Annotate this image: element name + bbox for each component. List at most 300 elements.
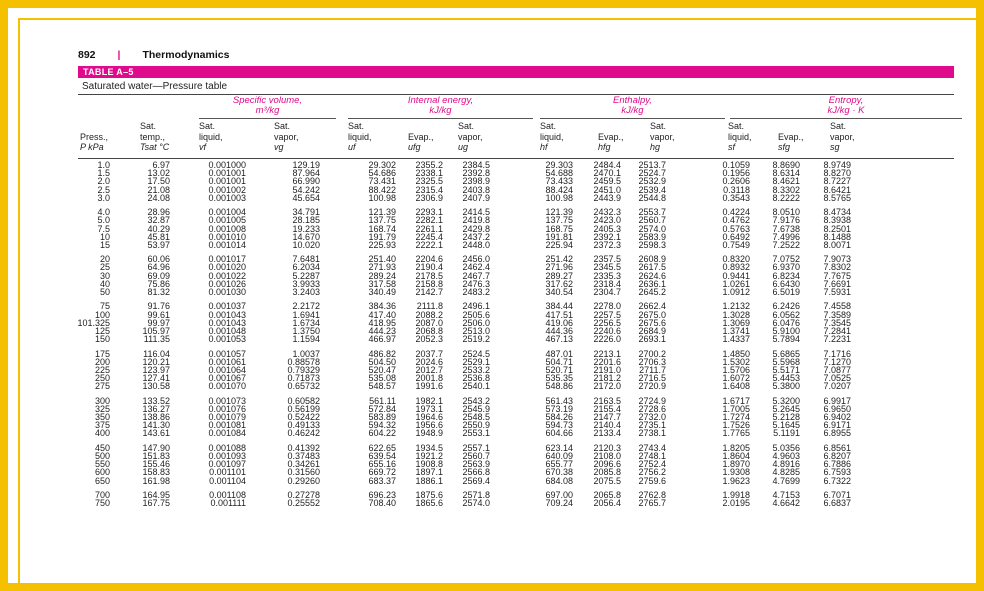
column-header xyxy=(140,121,169,153)
table-cell: 7.9073 xyxy=(823,254,851,265)
table-cell: 4.8916 xyxy=(772,459,800,470)
table-cell: 64.96 xyxy=(147,262,170,273)
column-group-unit: kJ/kg · K xyxy=(827,105,865,116)
table-cell: 2403.8 xyxy=(462,184,490,195)
table-cell: 0.001104 xyxy=(209,475,246,486)
table-cell: 0.001108 xyxy=(209,489,246,500)
table-cell: 2120.3 xyxy=(593,442,621,453)
table-cell: 1.5706 xyxy=(722,364,750,375)
column-header-symbol: sf xyxy=(728,142,736,152)
table-cell: 1973.1 xyxy=(415,403,443,414)
table-cell: 2429.8 xyxy=(462,223,490,234)
table-cell: 583.89 xyxy=(368,412,396,422)
table-cell: 147.90 xyxy=(142,442,170,453)
table-cell: 2304.7 xyxy=(593,287,621,297)
table-cell: 5.5171 xyxy=(772,364,800,375)
table-cell: 150 xyxy=(94,334,110,345)
table-cell: 2519.2 xyxy=(462,334,490,345)
table-cell: 1.6734 xyxy=(292,317,320,328)
table-cell: 1.6072 xyxy=(722,373,750,384)
table-cell: 6.7593 xyxy=(823,467,851,478)
table-cell: 2037.7 xyxy=(415,348,443,359)
table-cell: 2096.6 xyxy=(593,459,621,470)
table-cell: 317.62 xyxy=(545,278,573,289)
table-cell: 0.8932 xyxy=(722,262,750,273)
table-cell: 1.7005 xyxy=(722,403,750,414)
table-cell: 573.19 xyxy=(545,403,573,414)
table-cell: 2743.4 xyxy=(638,442,666,453)
table-cell: 0.001057 xyxy=(208,348,246,359)
table-cell: 0.46242 xyxy=(287,428,320,439)
table-cell: 8.0510 xyxy=(772,207,800,218)
table-cell: 45.654 xyxy=(292,192,320,203)
column-header xyxy=(650,121,675,153)
table-cell: 0.37483 xyxy=(287,450,320,461)
table-cell: 2338.1 xyxy=(415,168,443,179)
table-cell: 32.87 xyxy=(147,215,170,226)
table-cell: 7.5 xyxy=(97,223,110,234)
column-header-text: liquid, xyxy=(199,131,223,142)
table-cell: 2108.0 xyxy=(593,450,621,461)
table-cell: 2583.9 xyxy=(638,231,666,242)
table-cell: 670.38 xyxy=(545,467,573,478)
table-cell: 2513.0 xyxy=(462,325,490,336)
table-cell: 2282.1 xyxy=(415,215,443,226)
table-cell: 384.44 xyxy=(545,301,573,312)
table-cell: 2563.9 xyxy=(462,459,490,470)
table-cell: 5.0 xyxy=(97,215,110,226)
table-cell: 3.0 xyxy=(97,192,110,203)
table-cell: 1.0 xyxy=(97,160,110,170)
table-cell: 2756.2 xyxy=(638,467,666,478)
table-cell: 7.6481 xyxy=(292,254,320,265)
table-cell: 6.9650 xyxy=(823,403,851,414)
table-cell: 4.6642 xyxy=(772,498,800,509)
table-cell: 2392.1 xyxy=(593,231,621,242)
table-cell: 2345.5 xyxy=(593,262,621,273)
table-cell: 0.71873 xyxy=(287,373,320,384)
table-cell: 40 xyxy=(99,278,110,289)
table-cell: 7.3545 xyxy=(823,317,851,328)
table-cell: 639.54 xyxy=(368,450,396,461)
column-header-text: liquid, xyxy=(348,131,372,142)
table-cell: 2716.5 xyxy=(638,373,666,384)
table-cell: 1982.1 xyxy=(415,395,443,406)
table-cell: 2088.2 xyxy=(415,309,443,320)
table-cell: 520.47 xyxy=(368,364,396,375)
table-cell: 2384.5 xyxy=(462,160,490,170)
table-cell: 2506.0 xyxy=(462,317,490,328)
column-header-text: liquid, xyxy=(728,131,752,142)
table-cell: 1.9918 xyxy=(722,489,750,500)
table-cell: 8.4621 xyxy=(772,176,800,187)
table-cell: 7.9176 xyxy=(772,215,800,226)
table-cell: 2624.6 xyxy=(638,270,666,281)
table-cell: 340.54 xyxy=(545,287,573,297)
table-cell: 0.001067 xyxy=(208,373,246,384)
table-cell: 6.8955 xyxy=(823,428,851,439)
table-cell: 466.97 xyxy=(368,334,396,345)
table-cell: 8.4734 xyxy=(823,207,851,218)
column-header-text: vapor, xyxy=(458,131,483,142)
table-cell: 2432.3 xyxy=(593,207,621,218)
table-cell: 1.3741 xyxy=(722,325,750,336)
table-cell: 650 xyxy=(94,475,110,486)
table-cell: 7.0207 xyxy=(823,381,851,392)
table-cell: 1.3069 xyxy=(722,317,750,328)
table-cell: 3.2403 xyxy=(292,287,320,297)
table-cell: 548.57 xyxy=(368,381,396,392)
table-cell: 2574.0 xyxy=(462,498,490,509)
column-header-text: Sat. xyxy=(274,121,291,131)
table-cell: 2315.4 xyxy=(415,184,443,195)
table-cell: 5.2128 xyxy=(772,412,800,422)
table-row xyxy=(78,335,954,343)
table-cell: 1886.1 xyxy=(415,475,443,486)
table-cell: 708.40 xyxy=(368,498,396,509)
table-cell: 317.58 xyxy=(368,278,396,289)
table-cell: 8.6314 xyxy=(772,168,800,179)
table-cell: 2706.3 xyxy=(638,356,666,367)
table-cell: 2056.4 xyxy=(593,498,621,509)
table-cell: 0.001084 xyxy=(208,428,246,439)
table-cell: 54.242 xyxy=(292,184,320,195)
table-cell: 0.6492 xyxy=(722,231,750,242)
table-cell: 2574.0 xyxy=(638,223,666,234)
table-cell: 600 xyxy=(94,467,110,478)
table-cell: 0.001076 xyxy=(208,403,246,414)
table-cell: 2456.0 xyxy=(462,254,490,265)
table-cell: 20 xyxy=(99,254,110,265)
table-cell: 2372.3 xyxy=(593,239,621,250)
table-cell: 2405.3 xyxy=(593,223,621,234)
table-cell: 2407.9 xyxy=(462,192,490,203)
table-cell: 2240.6 xyxy=(593,325,621,336)
table-cell: 7.3589 xyxy=(823,309,851,320)
column-header-text xyxy=(80,121,108,132)
table-cell: 1.2132 xyxy=(722,301,750,312)
table-cell: 6.8234 xyxy=(772,270,800,281)
table-cell: 138.86 xyxy=(142,412,170,422)
table-cell: 0.001043 xyxy=(208,309,246,320)
table-cell: 2012.7 xyxy=(415,364,443,375)
table-cell: 375 xyxy=(94,420,110,431)
table-cell: 191.81 xyxy=(545,231,573,242)
column-header xyxy=(540,121,564,153)
table-cell: 271.93 xyxy=(368,262,396,273)
table-cell: 0.001081 xyxy=(208,420,246,431)
table-cell: 53.97 xyxy=(147,239,170,250)
table-cell: 251.40 xyxy=(368,254,396,265)
table-cell: 0.5763 xyxy=(722,223,750,234)
table-cell: 0.001008 xyxy=(208,223,246,234)
table-cell: 167.75 xyxy=(142,498,170,509)
table-cell: 2306.9 xyxy=(415,192,443,203)
table-cell: 2075.5 xyxy=(593,475,621,486)
table-cell: 8.2222 xyxy=(772,192,800,203)
table-cell: 548.86 xyxy=(545,381,573,392)
table-cell: 105.97 xyxy=(142,325,170,336)
table-cell: 1.1594 xyxy=(292,334,320,345)
table-cell: 7.1270 xyxy=(823,356,851,367)
table-cell: 111.35 xyxy=(143,334,170,345)
table-cell: 0.79329 xyxy=(287,364,320,375)
table-cell: 8.6421 xyxy=(823,184,851,195)
column-group-unit: kJ/kg xyxy=(429,105,452,116)
column-header-text: Sat. xyxy=(540,121,557,131)
column-header-text: Sat. xyxy=(199,121,216,131)
table-cell: 0.9441 xyxy=(722,270,750,281)
column-header-text: temp., xyxy=(140,131,166,142)
table-caption: Saturated water—Pressure table xyxy=(82,81,228,92)
column-group-title: Entropy, xyxy=(828,95,864,106)
table-cell: 69.09 xyxy=(147,270,170,281)
table-cell: 2325.5 xyxy=(415,176,443,187)
column-header-text: Sat. xyxy=(728,121,745,131)
column-group-unit: kJ/kg xyxy=(621,105,644,116)
table-cell: 2684.9 xyxy=(638,325,666,336)
table-cell: 2245.4 xyxy=(415,231,443,242)
table-cell: 0.29260 xyxy=(287,475,320,486)
table-cell: 1934.5 xyxy=(415,442,443,453)
table-cell: 584.26 xyxy=(545,412,573,422)
table-cell: 121.39 xyxy=(545,207,573,218)
table-cell: 6.7071 xyxy=(823,489,851,500)
table-cell: 0.7549 xyxy=(722,239,750,250)
table-label-bar xyxy=(78,66,954,78)
table-cell: 2728.6 xyxy=(638,403,666,414)
table-cell: 2172.0 xyxy=(593,381,621,392)
table-cell: 325 xyxy=(94,403,110,414)
table-cell: 3.9933 xyxy=(292,278,320,289)
table-cell: 2204.6 xyxy=(415,254,443,265)
table-cell: 2178.5 xyxy=(415,270,443,281)
column-header-text: Evap., xyxy=(778,131,804,142)
column-header-text: Sat. xyxy=(140,121,157,131)
column-group-header xyxy=(348,96,533,116)
table-cell: 2467.7 xyxy=(462,270,490,281)
table-cell: 1.8604 xyxy=(722,450,750,461)
table-cell: 6.9917 xyxy=(823,395,851,406)
table-cell: 120.21 xyxy=(142,356,170,367)
table-cell: 2598.3 xyxy=(638,239,666,250)
table-cell: 2608.9 xyxy=(638,254,666,265)
column-header-symbol: ufg xyxy=(408,142,421,152)
table-cell: 0.001037 xyxy=(208,301,246,312)
table-cell: 623.14 xyxy=(545,442,573,453)
column-header-text: vapor, xyxy=(830,131,855,142)
column-group-header xyxy=(199,96,336,116)
table-cell: 66.990 xyxy=(292,176,320,187)
column-group-rule xyxy=(199,118,336,119)
table-cell: 5.3200 xyxy=(772,395,800,406)
column-header-symbol: hg xyxy=(650,142,661,152)
table-cell: 2505.6 xyxy=(462,309,490,320)
table-cell: 750 xyxy=(94,498,110,509)
table-cell: 1964.6 xyxy=(415,412,443,422)
column-header xyxy=(408,121,434,153)
table-cell: 6.0562 xyxy=(772,309,800,320)
table-cell: 2700.2 xyxy=(638,348,666,359)
table-cell: 2524.5 xyxy=(462,348,490,359)
table-cell: 1.6408 xyxy=(722,381,750,392)
table-cell: 7.8302 xyxy=(823,262,851,273)
table-cell: 0.001048 xyxy=(208,325,246,336)
column-header-symbol: vg xyxy=(274,142,284,152)
table-cell: 1.4337 xyxy=(722,334,750,345)
column-header-text: Evap., xyxy=(408,131,434,142)
table-cell: 2142.7 xyxy=(415,287,443,297)
table-cell: 2155.4 xyxy=(593,403,621,414)
table-cell: 6.9370 xyxy=(772,262,800,273)
table-cell: 5.2287 xyxy=(292,270,320,281)
table-cell: 0.001005 xyxy=(208,215,246,226)
table-cell: 2068.8 xyxy=(415,325,443,336)
table-cell: 1875.6 xyxy=(415,489,443,500)
column-header-text: Evap., xyxy=(598,131,624,142)
table-cell: 2257.5 xyxy=(593,309,621,320)
table-cell: 5.0356 xyxy=(772,442,800,453)
table-cell: 191.79 xyxy=(368,231,396,242)
inner-border xyxy=(18,18,979,588)
table-cell: 2087.0 xyxy=(415,317,443,328)
table-cell: 29.302 xyxy=(368,160,396,170)
table-cell: 2724.9 xyxy=(638,395,666,406)
table-cell: 251.42 xyxy=(545,254,573,265)
table-cell: 0.001001 xyxy=(208,176,246,187)
table-cell: 5.2645 xyxy=(772,403,800,414)
table-cell: 1.5 xyxy=(97,168,110,179)
table-cell: 594.73 xyxy=(545,420,573,431)
column-header-symbol: sg xyxy=(830,142,840,152)
table-cell: 10.020 xyxy=(292,239,320,250)
table-cell: 2738.1 xyxy=(638,428,666,439)
table-cell: 289.27 xyxy=(545,270,573,281)
table-cell: 0.001061 xyxy=(208,356,246,367)
table-cell: 200 xyxy=(94,356,110,367)
table-cell: 7.2231 xyxy=(823,334,851,345)
column-header-text xyxy=(408,121,434,132)
table-cell: 28.96 xyxy=(147,207,170,218)
chapter-title: Thermodynamics xyxy=(142,49,230,61)
table-cell: 45.81 xyxy=(147,231,170,242)
table-cell: 2470.1 xyxy=(593,168,621,179)
table-cell: 8.0071 xyxy=(823,239,851,250)
table-cell: 129.19 xyxy=(292,160,320,170)
table-cell: 2496.1 xyxy=(462,301,490,312)
table-cell: 0.3118 xyxy=(723,184,750,195)
table-cell: 17.50 xyxy=(147,176,170,187)
table-cell: 2536.8 xyxy=(462,373,490,384)
table-cell: 669.72 xyxy=(368,467,396,478)
table-cell: 2748.1 xyxy=(638,450,666,461)
table-cell: 0.34261 xyxy=(287,459,320,470)
table-cell: 2645.2 xyxy=(638,287,666,297)
column-header-symbol: hf xyxy=(540,142,548,152)
table-cell: 2133.4 xyxy=(593,428,621,439)
table-row xyxy=(78,382,954,390)
table-cell: 0.3543 xyxy=(722,192,750,203)
table-cell: 1.5302 xyxy=(722,356,750,367)
table-cell: 2560.7 xyxy=(462,450,490,461)
column-header xyxy=(80,121,108,153)
column-header-symbol: ug xyxy=(458,142,469,152)
table-cell: 2335.3 xyxy=(593,270,621,281)
table-cell: 2545.9 xyxy=(462,403,490,414)
table-cell: 2419.8 xyxy=(462,215,490,226)
table-cell: 0.001004 xyxy=(208,207,246,218)
table-cell: 2190.4 xyxy=(415,262,443,273)
table-cell: 4.9603 xyxy=(772,450,800,461)
table-cell: 8.8270 xyxy=(823,168,851,179)
table-cell: 8.7227 xyxy=(823,176,851,187)
table-cell: 5.1191 xyxy=(773,428,800,439)
table-cell: 6.2426 xyxy=(772,301,800,312)
table-cell: 1.6717 xyxy=(722,395,750,406)
table-cell: 2484.4 xyxy=(593,160,621,170)
table-cell: 604.66 xyxy=(545,428,573,439)
table-cell: 0.27278 xyxy=(287,489,320,500)
table-cell: 1.3028 xyxy=(722,309,750,320)
table-cell: 2462.4 xyxy=(462,262,490,273)
table-cell: 384.36 xyxy=(368,301,396,312)
table-cell: 4.8285 xyxy=(772,467,800,478)
column-header xyxy=(274,121,299,153)
table-cell: 30 xyxy=(99,270,110,281)
table-cell: 6.7886 xyxy=(823,459,851,470)
table-cell: 2.2172 xyxy=(292,301,320,312)
table-cell: 2443.9 xyxy=(593,192,621,203)
table-cell: 168.74 xyxy=(368,223,396,234)
column-group-rule xyxy=(730,118,962,119)
table-cell: 0.001017 xyxy=(208,254,246,265)
table-cell: 2675.6 xyxy=(638,317,666,328)
table-cell: 7.2522 xyxy=(772,239,800,250)
table-cell: 419.06 xyxy=(545,317,573,328)
table-cell: 0.001003 xyxy=(208,192,246,203)
table-cell: 640.09 xyxy=(545,450,573,461)
table-cell: 8.9749 xyxy=(823,160,851,170)
table-cell: 2548.5 xyxy=(462,412,490,422)
table-cell: 0.001001 xyxy=(208,168,246,179)
table-cell: 7.6738 xyxy=(772,223,800,234)
table-cell: 572.84 xyxy=(368,403,396,414)
table-cell: 700 xyxy=(94,489,110,500)
table-cell: 0.4224 xyxy=(722,207,750,218)
table-cell: 87.964 xyxy=(292,168,320,179)
table-cell: 0.001014 xyxy=(208,239,246,250)
table-cell: 2752.4 xyxy=(638,459,666,470)
caption-rule xyxy=(78,94,954,95)
table-cell: 0.001000 xyxy=(208,160,246,170)
table-cell: 2355.2 xyxy=(415,160,443,170)
table-cell: 1.9623 xyxy=(722,475,750,486)
table-cell: 7.1716 xyxy=(823,348,851,359)
column-header xyxy=(778,121,804,153)
table-cell: 0.001030 xyxy=(208,287,246,297)
column-group-rule xyxy=(348,118,533,119)
table-body xyxy=(78,161,954,507)
table-cell: 2617.5 xyxy=(638,262,666,273)
table-cell: 486.82 xyxy=(368,348,396,359)
table-cell: 2181.2 xyxy=(593,373,621,384)
table-cell: 2560.7 xyxy=(638,215,666,226)
table-cell: 0.60582 xyxy=(287,395,320,406)
table-cell: 2533.2 xyxy=(462,364,490,375)
table-cell: 1991.6 xyxy=(415,381,443,392)
table-cell: 2158.8 xyxy=(415,278,443,289)
table-cell: 0.001111 xyxy=(210,498,246,509)
